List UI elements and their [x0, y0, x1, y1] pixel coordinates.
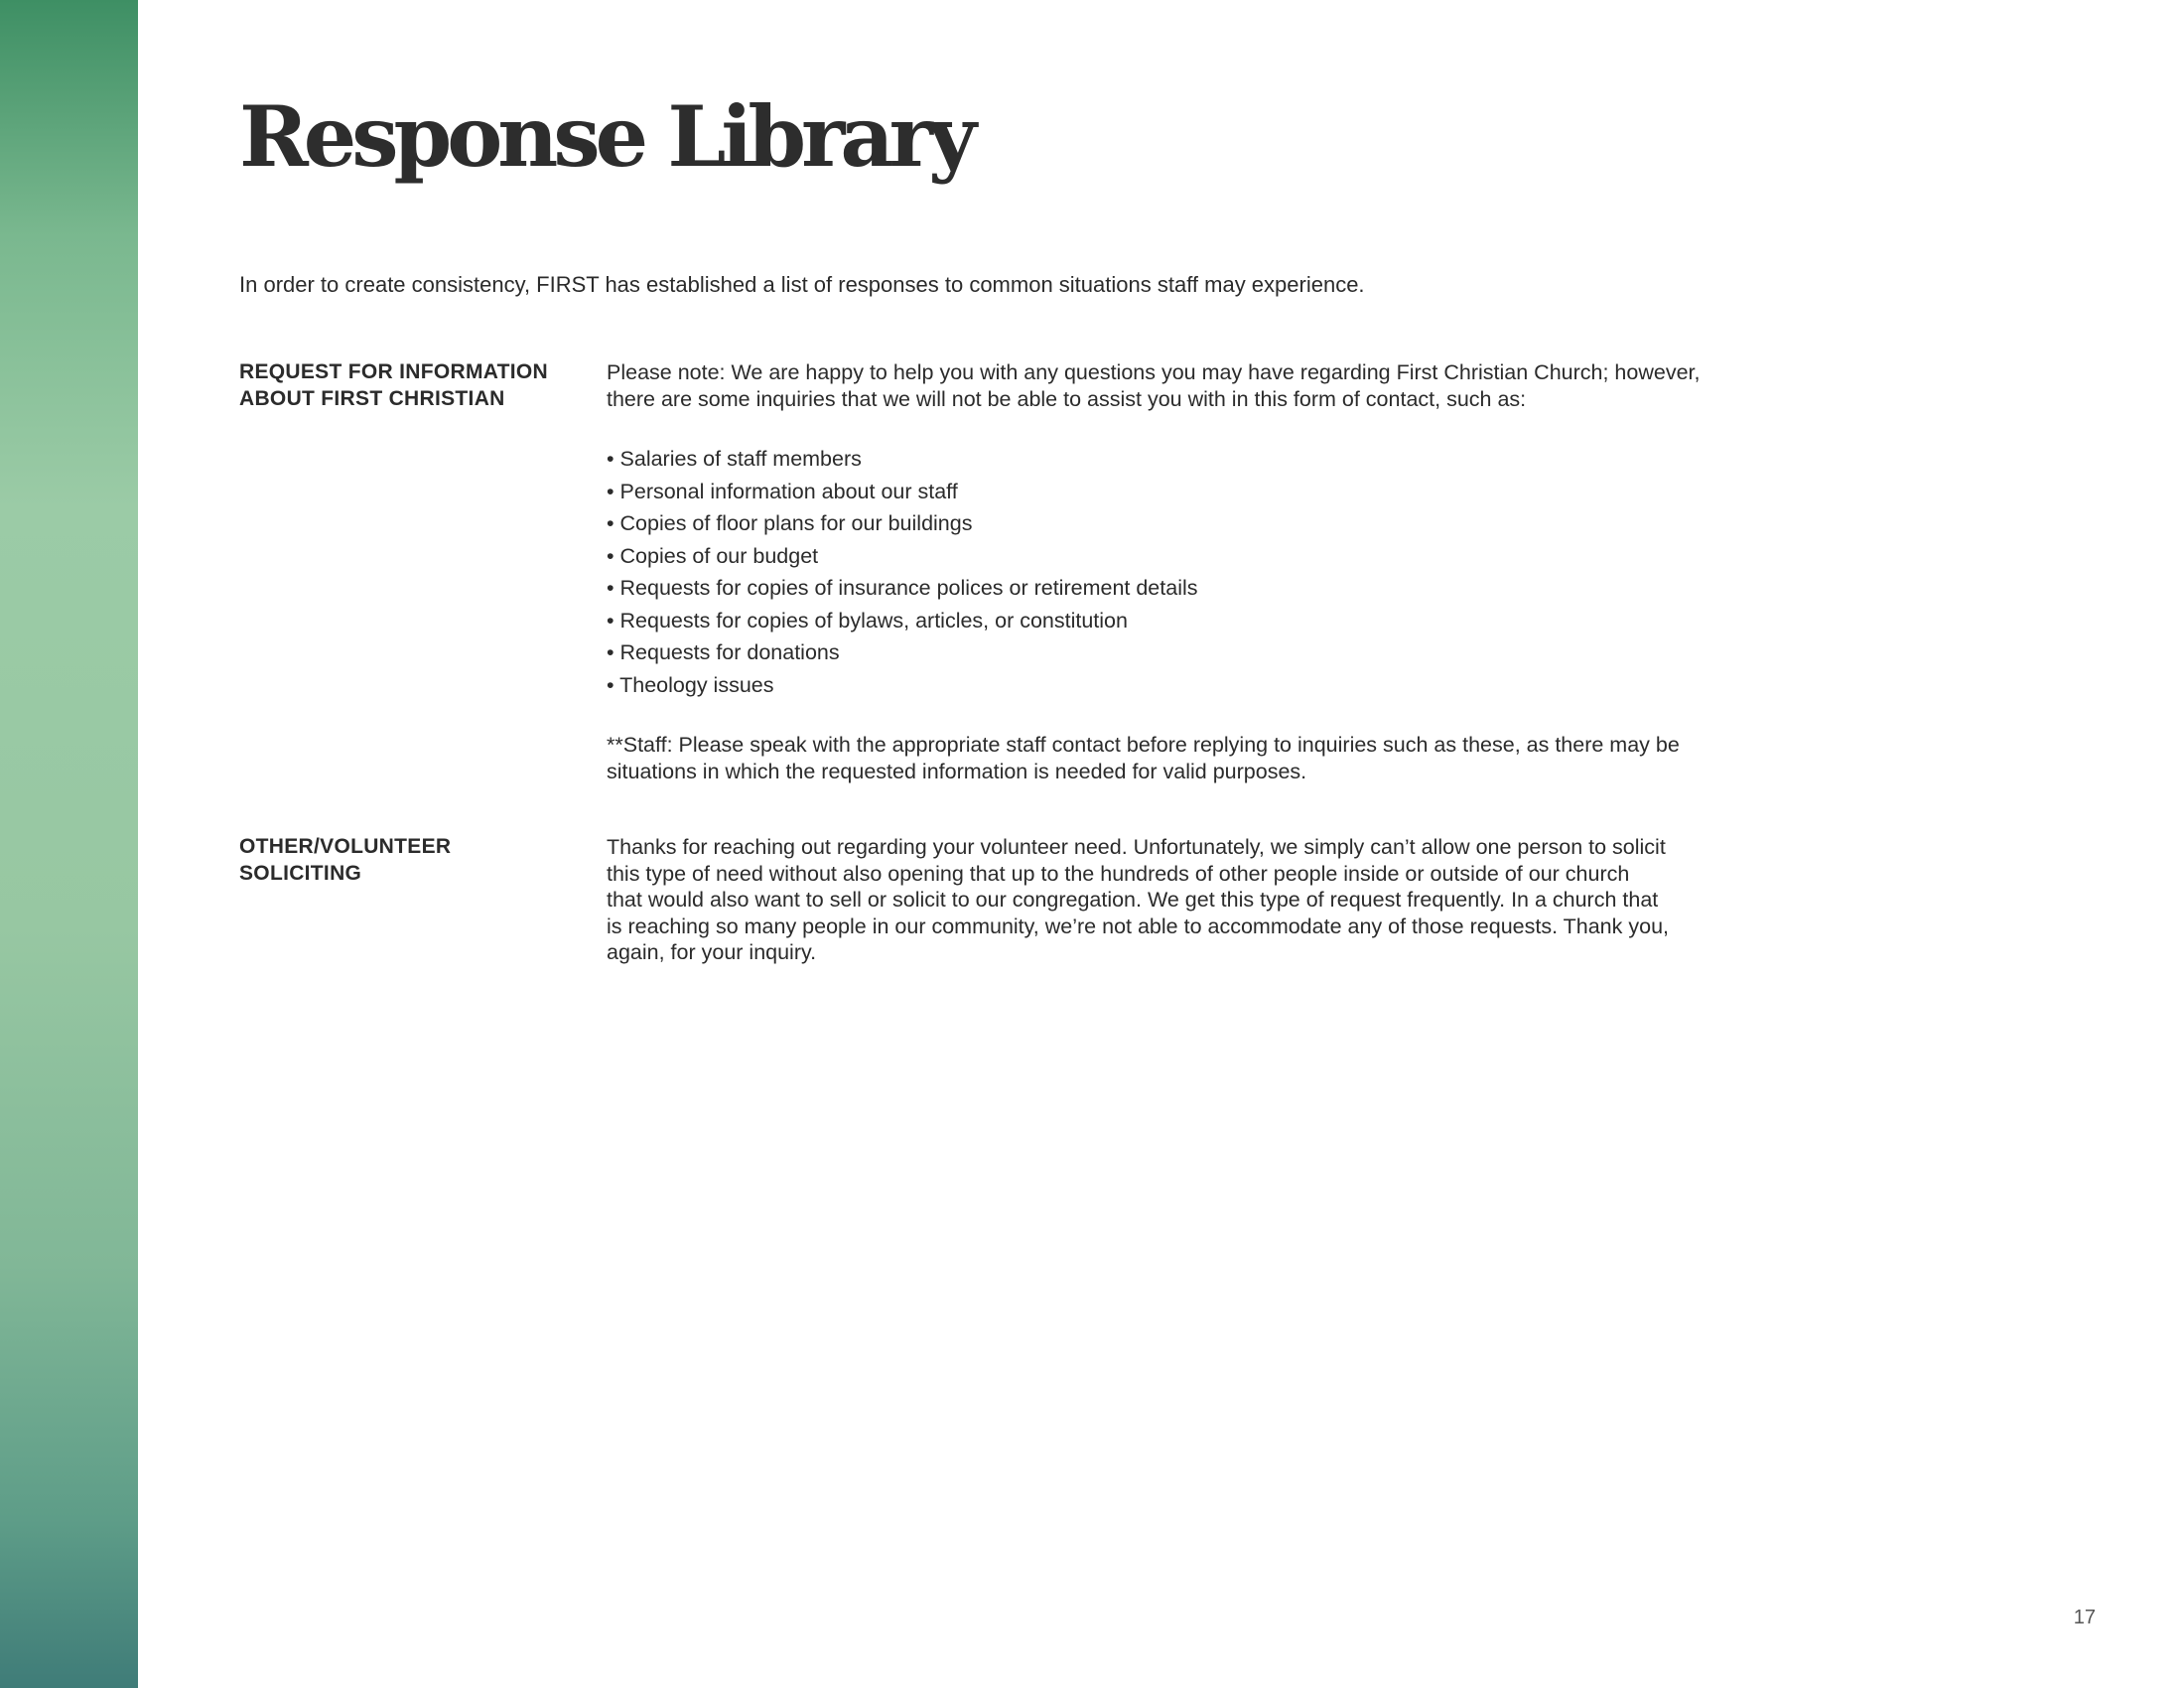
- list-item: • Copies of our budget: [607, 540, 1927, 573]
- inquiry-list: [607, 443, 1927, 701]
- section-label: [239, 834, 597, 887]
- body-line: again, for your inquiry.: [607, 940, 817, 964]
- body-line: is reaching so many people in our community, we’re not able to accommodate any of those requests. Thank you,: [607, 914, 1670, 938]
- list-item: • Personal information about our staff: [607, 476, 1927, 508]
- body-line: that would also want to sell or solicit to our congregation. We get this type of request frequently. In a church that: [607, 888, 1659, 912]
- section-body: [607, 834, 1927, 966]
- section-label-line: REQUEST FOR INFORMATION: [239, 360, 548, 383]
- list-item: • Requests for donations: [607, 636, 1927, 669]
- list-item: • Theology issues: [607, 669, 1927, 702]
- body-line: situations in which the requested information is needed for valid purposes.: [607, 759, 1307, 783]
- section-body: [607, 359, 1927, 784]
- body-intro: [607, 359, 1927, 412]
- decorative-side-band: [0, 0, 138, 1688]
- body-line: there are some inquiries that we will not be able to assist you with in this form of contact, such as:: [607, 386, 1527, 411]
- body-line: Please note: We are happy to help you with any questions you may have regarding First Christian Church; however,: [607, 360, 1701, 384]
- body-line: **Staff: Please speak with the appropriate staff contact before replying to inquiries such as these, as there may be: [607, 733, 1680, 757]
- staff-note: [607, 732, 1927, 784]
- list-item: • Copies of floor plans for our buildings: [607, 507, 1927, 540]
- list-item: • Requests for copies of bylaws, articles, or constitution: [607, 605, 1927, 637]
- section-label-line: SOLICITING: [239, 861, 362, 885]
- list-item: • Requests for copies of insurance polices or retirement details: [607, 572, 1927, 605]
- response-text: [607, 834, 1927, 966]
- list-item: • Salaries of staff members: [607, 443, 1927, 476]
- section-label-line: OTHER/VOLUNTEER: [239, 835, 452, 858]
- page-number: 17: [2073, 1607, 2096, 1628]
- intro-paragraph: In order to create consistency, FIRST has established a list of responses to common situations staff may experience.: [239, 272, 1365, 297]
- page-title: Response Library: [239, 87, 972, 186]
- body-line: Thanks for reaching out regarding your volunteer need. Unfortunately, we simply can’t allow one person to solicit: [607, 835, 1666, 859]
- section-label-line: ABOUT FIRST CHRISTIAN: [239, 386, 505, 410]
- section-label: [239, 359, 597, 412]
- body-line: this type of need without also opening that up to the hundreds of other people inside or outside of our church: [607, 861, 1630, 886]
